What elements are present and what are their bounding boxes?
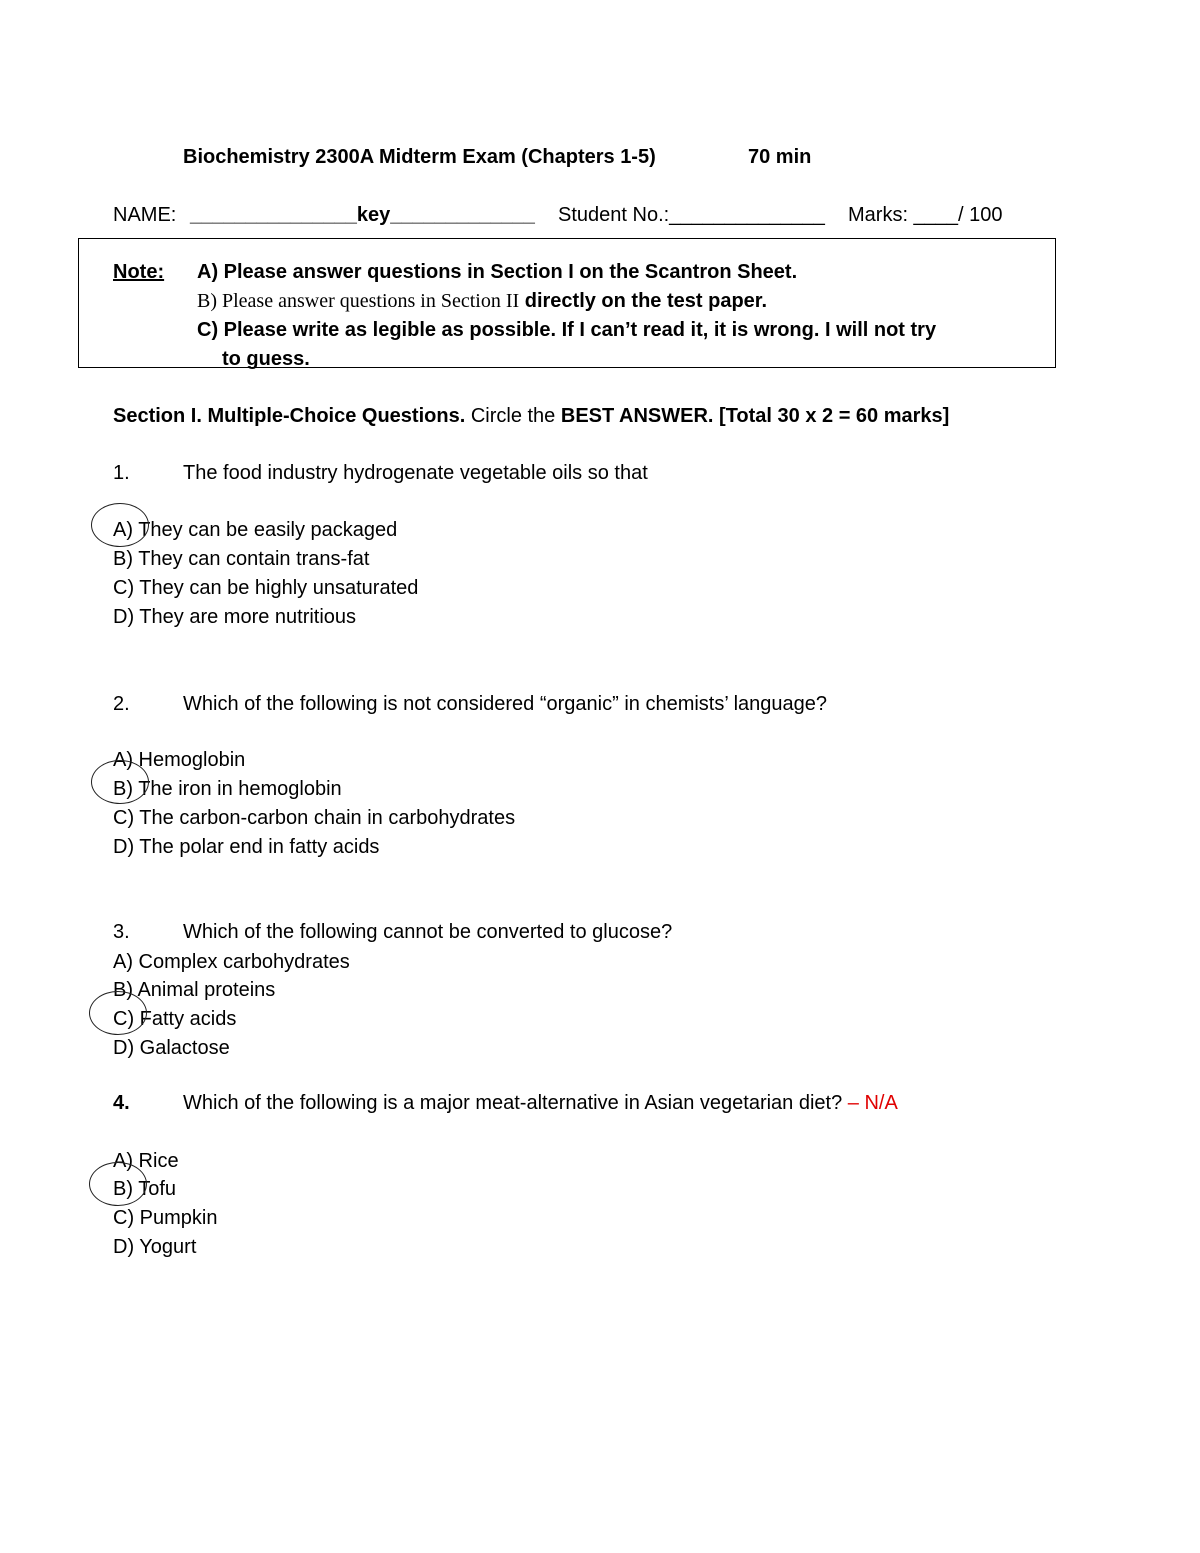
section-instruction: Circle the: [470, 405, 556, 427]
question-annotation: – N/A: [847, 1092, 898, 1114]
student-number-label: Student No.:______________: [558, 204, 825, 226]
option-c: C) Pumpkin: [113, 1207, 218, 1229]
option-c: C) Fatty acids: [113, 1008, 237, 1030]
note-item-b-suffix: directly on the test paper.: [524, 290, 768, 312]
option-a: A) They can be easily packaged: [113, 519, 398, 541]
option-d: D) They are more nutritious: [113, 606, 357, 628]
answer-circle-q2: [91, 760, 149, 804]
option-d: D) Galactose: [113, 1037, 230, 1059]
exam-duration: 70 min: [748, 146, 812, 168]
exam-title: Biochemistry 2300A Midterm Exam (Chapters 1-5): [183, 146, 656, 168]
note-item-b: [197, 289, 767, 313]
option-d: D) The polar end in fatty acids: [113, 836, 380, 858]
option-b: B) Animal proteins: [113, 979, 276, 1001]
question-number: 3.: [113, 921, 130, 943]
note-item-a: A) Please answer questions in Section I on the Scantron Sheet.: [197, 261, 798, 283]
option-b: B) They can contain trans-fat: [113, 548, 370, 570]
note-item-c-cont: to guess.: [222, 348, 310, 370]
question-number: 1.: [113, 462, 130, 484]
name-label: NAME:: [113, 204, 177, 226]
question-text: The food industry hydrogenate vegetable oils so that: [183, 462, 648, 484]
option-a: A) Complex carbohydrates: [113, 951, 350, 973]
question-number: 2.: [113, 693, 130, 715]
note-item-c: C) Please write as legible as possible. If I can’t read it, it is wrong. I will not try: [197, 319, 937, 341]
question-text-body: Which of the following is a major meat-alternative in Asian vegetarian diet?: [183, 1092, 843, 1114]
name-value: _______________key_____________: [190, 204, 535, 226]
question-text: Which of the following cannot be converted to glucose?: [183, 921, 673, 943]
section-title: Section I. Multiple-Choice Questions.: [113, 405, 466, 427]
question-text: Which of the following is not considered “organic” in chemists’ language?: [183, 693, 828, 715]
option-a: A) Hemoglobin: [113, 749, 246, 771]
note-label: Note:: [113, 261, 165, 283]
answer-circle-q1: [91, 503, 149, 547]
question-text: [183, 1091, 898, 1115]
section-heading: [113, 404, 949, 428]
option-c: C) They can be highly unsaturated: [113, 577, 419, 599]
marks-label: Marks: ____/ 100: [848, 204, 1003, 226]
answer-circle-q4: [89, 1162, 147, 1206]
option-b: B) Tofu: [113, 1178, 176, 1200]
answer-circle-q3: [89, 991, 147, 1035]
section-instruction-bold: BEST ANSWER. [Total 30 x 2 = 60 marks]: [560, 405, 950, 427]
option-b: B) The iron in hemoglobin: [113, 778, 342, 800]
option-c: C) The carbon-carbon chain in carbohydrates: [113, 807, 516, 829]
option-d: D) Yogurt: [113, 1236, 197, 1258]
question-number: 4.: [113, 1092, 130, 1114]
note-item-b-prefix: B) Please answer questions in Section II: [197, 290, 520, 312]
option-a: A) Rice: [113, 1150, 179, 1172]
